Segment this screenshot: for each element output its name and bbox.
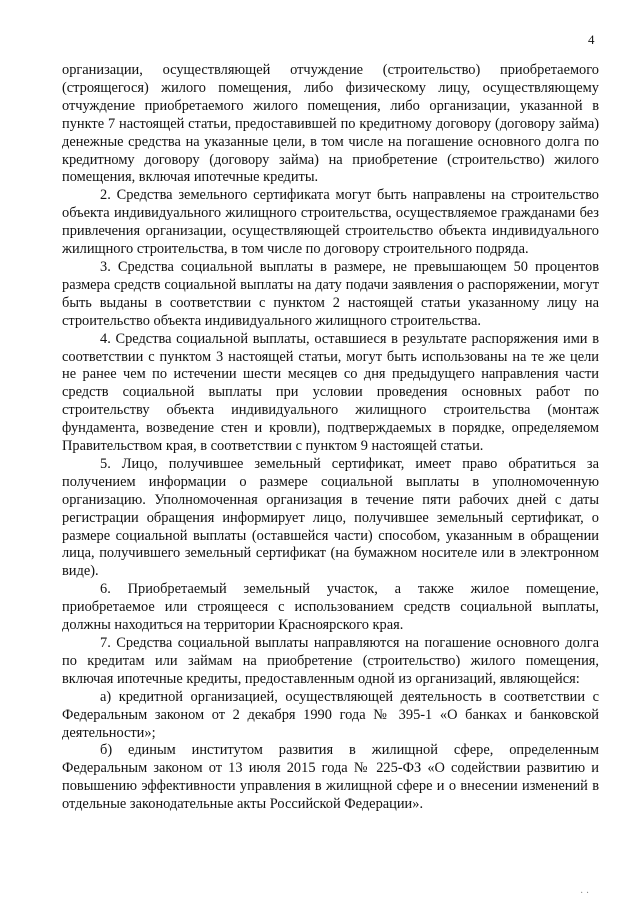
paragraph-6: 6. Приобретаемый земельный участок, а также жилое помещение, приобретаемое или строящееся с использованием средств социальной выплаты, должны находиться на территории Красноярского края.	[62, 581, 599, 634]
subparagraph-b: б) единым институтом развития в жилищной сфере, определенным Федеральным законом от 13 июля 2015 года № 225-ФЗ «О содействии развитию и повышению эффективности управления в жилищной сфере и о внесении изменений в отдельные законодательные акты Российской Федерации».	[62, 742, 599, 813]
paragraph-continuation: организации, осуществляющей отчуждение (строительство) приобретаемого (строящегося) жилого помещения, либо физическому лицу, осуществляющему отчуждение приобретаемого жилого помещения, либо организации, указанной в пункте 7 настоящей статьи, предоставившей по кредитному договору (договору займа) денежные средства на указанные цели, в том числе на погашение основного долга по кредитному договору (договору займа) на приобретение (строительство) жилого помещения, включая ипотечные кредиты.	[62, 62, 599, 186]
paragraph-3: 3. Средства социальной выплаты в размере, не превышающем 50 процентов размера средств социальной выплаты на дату подачи заявления о распоряжении, могут быть выданы в соответствии с пунктом 2 настоящей статьи указанному лицу на строительство объекта индивидуального жилищного строительства.	[62, 258, 599, 329]
document-body	[62, 62, 599, 814]
paragraph-5: 5. Лицо, получившее земельный сертификат, имеет право обратиться за получением информации о размере социальной выплаты в уполномоченную организацию. Уполномоченная организация в течение пяти рабочих дней с даты регистрации обращения информирует лицо, получившее земельный сертификат, о размере социальной выплаты (оставшейся части) способом, указанным в обращении лица, получившего земельный сертификат (на бумажном носителе или в электронном виде).	[62, 455, 599, 580]
paragraph-7: 7. Средства социальной выплаты направляются на погашение основного долга по кредитам или займам на приобретение (строительство) жилого помещения, включая ипотечные кредиты, предоставленным одной из организаций, являющейся:	[62, 635, 599, 687]
footer-mark: · ·	[580, 888, 590, 899]
paragraph-2: 2. Средства земельного сертификата могут быть направлены на строительство объекта индивидуального жилищного строительства, осуществляемое гражданами без привлечения организации, осуществляющей строительство объекта индивидуального жилищного строительства, в том числе по договору строительного подряда.	[62, 187, 599, 258]
paragraph-4: 4. Средства социальной выплаты, оставшиеся в результате распоряжения ими в соответствии с пунктом 3 настоящей статьи, могут быть использованы на те же цели не ранее чем по истечении шести месяцев со дня предыдущего направления части средств социальной выплаты при условии проведения основных работ по строительству объекта индивидуального жилищного строительства (монтаж фундамента, возведение стен и кровли), подтверждаемых в порядке, определяемом Правительством края, в соответствии с пунктом 9 настоящей статьи.	[62, 330, 599, 455]
page-number: 4	[588, 32, 595, 47]
subparagraph-a: а) кредитной организацией, осуществляющей деятельность в соответствии с Федеральным законом от 2 декабря 1990 года № 395-1 «О банках и банковской деятельности»;	[62, 688, 599, 741]
